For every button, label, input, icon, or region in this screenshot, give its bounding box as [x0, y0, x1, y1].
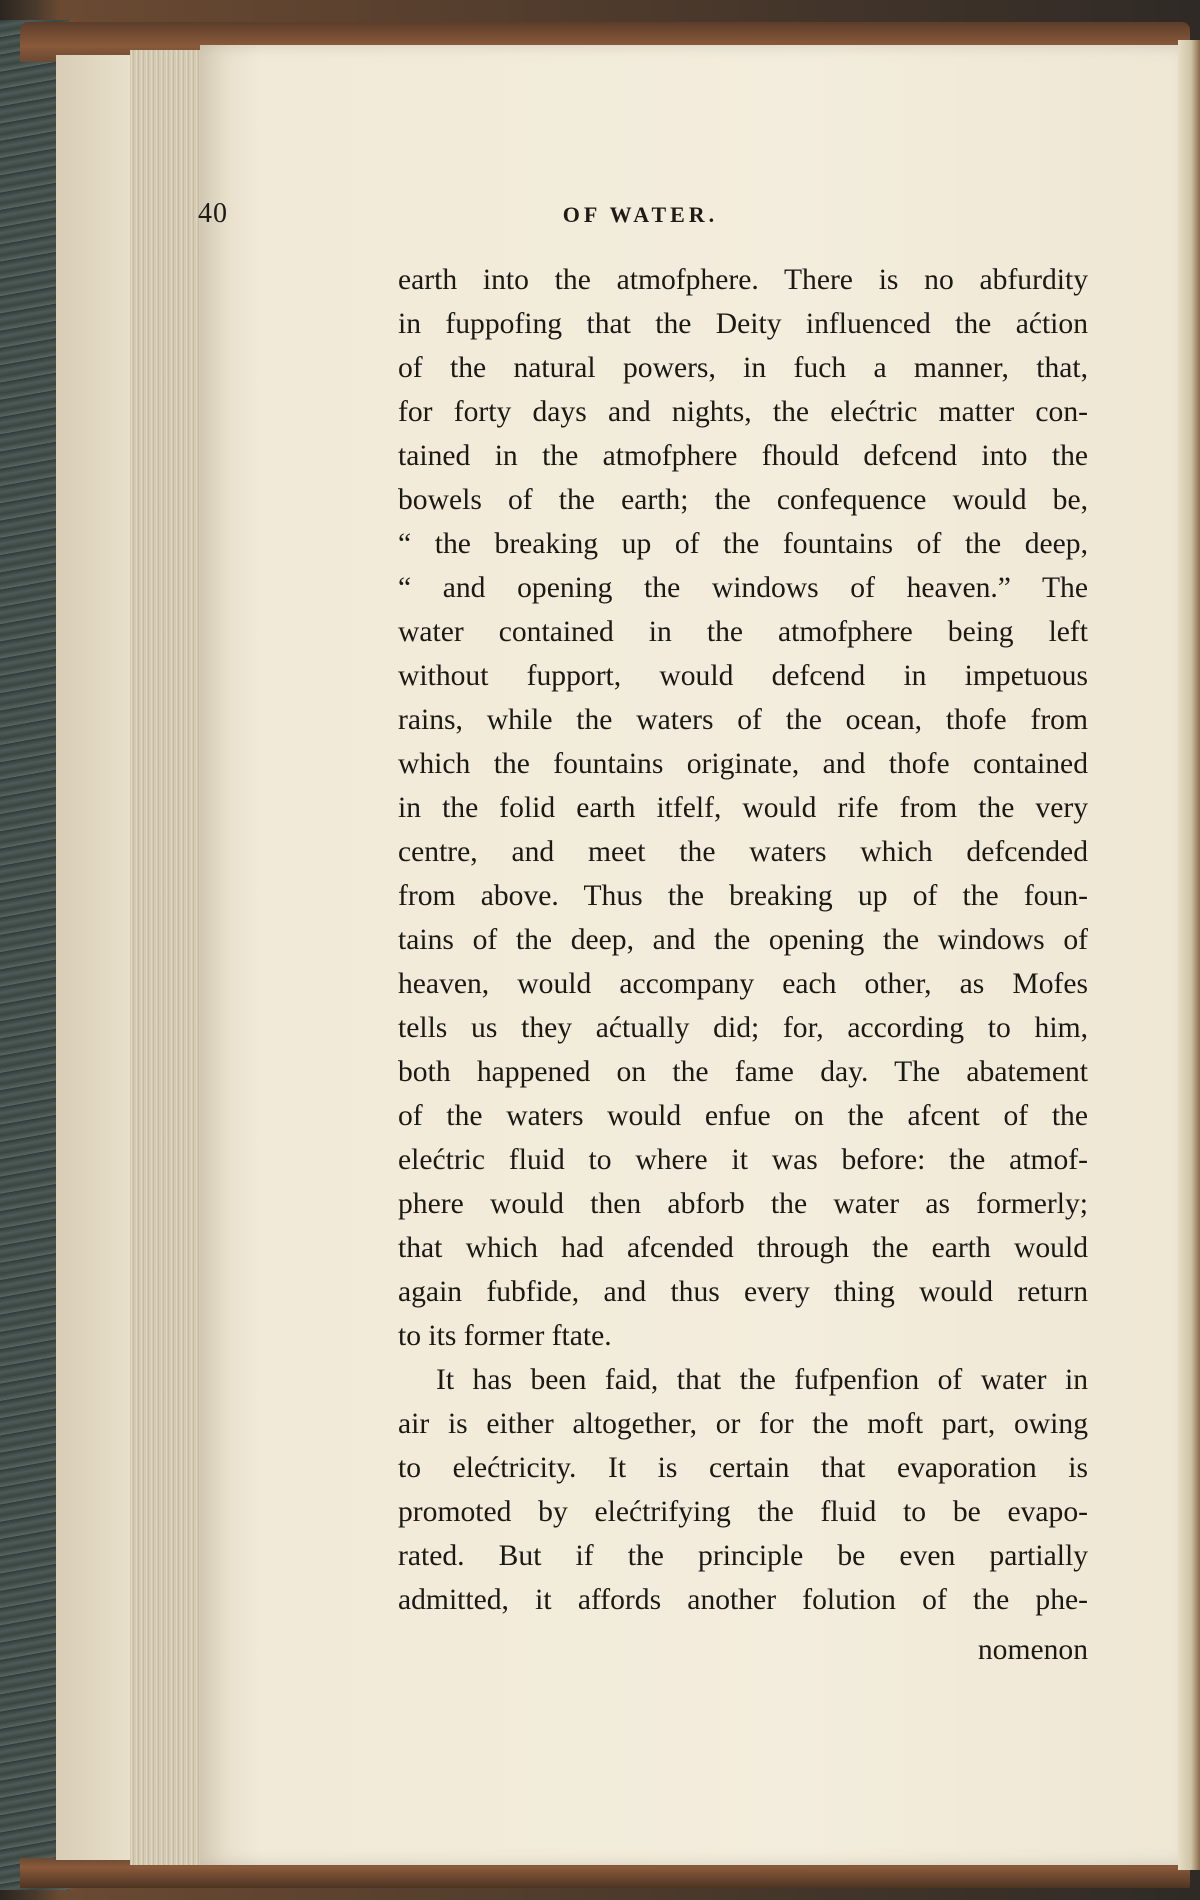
text-line: without fupport, would defcend in impetuous [398, 660, 1088, 692]
text-line: which the fountains originate, and thofe contained [398, 748, 1088, 780]
text-line: from above. Thus the breaking up of the foun- [398, 880, 1088, 912]
text-line: rated. But if the principle be even partially [398, 1540, 1088, 1572]
text-line: water contained in the atmofphere being left [398, 616, 1088, 648]
text-line: tains of the deep, and the opening the windows of [398, 924, 1088, 956]
running-head: OF WATER. [562, 202, 719, 227]
text-line: centre, and meet the waters which defcended [398, 836, 1088, 868]
text-line: “ the breaking up of the fountains of the deep, [398, 528, 1088, 560]
text-line: tained in the atmofphere fhould defcend into the [398, 440, 1088, 472]
text-line: tells us they aćtually did; for, according to him, [398, 1012, 1088, 1044]
catchword: nomenon [977, 1634, 1088, 1666]
page-number: 40 [198, 198, 228, 229]
text-line: that which had afcended through the earth would [398, 1232, 1088, 1264]
text-line: air is either altogether, or for the moft part, owing [398, 1408, 1088, 1440]
page-block-edges [130, 50, 200, 1865]
text-line-paragraph-end: to its former ftate. [398, 1320, 612, 1352]
text-line: again fubfide, and thus every thing would return [398, 1276, 1088, 1308]
text-line: to elećtricity. It is certain that evaporation is [398, 1452, 1088, 1484]
text-line: bowels of the earth; the confequence would be, [398, 484, 1088, 516]
text-line: for forty days and nights, the elećtric matter con- [398, 396, 1088, 428]
body-text [398, 258, 1088, 1622]
text-line: rains, while the waters of the ocean, thofe from [398, 704, 1088, 736]
text-line: phere would then abforb the water as formerly; [398, 1188, 1088, 1220]
text-line: promoted by elećtrifying the fluid to be evapo- [398, 1496, 1088, 1528]
text-line: elećtric fluid to where it was before: the atmof- [398, 1144, 1088, 1176]
page-header [198, 198, 1083, 238]
text-line: both happened on the fame day. The abatement [398, 1056, 1088, 1088]
page-right-edge [1178, 40, 1200, 1870]
text-line: in fuppofing that the Deity influenced the aćtion [398, 308, 1088, 340]
text-line: admitted, it affords another folution of the phe- [398, 1584, 1088, 1616]
text-line: of the natural powers, in fuch a manner, that, [398, 352, 1088, 384]
text-line-paragraph-start: It has been faid, that the fufpenfion of water in [436, 1364, 1088, 1396]
text-line: in the folid earth itfelf, would rife from the very [398, 792, 1088, 824]
text-line: heaven, would accompany each other, as Mofes [398, 968, 1088, 1000]
facing-page-edge [56, 55, 136, 1860]
text-line: “ and opening the windows of heaven.” The [398, 572, 1088, 604]
text-line: of the waters would enfue on the afcent of the [398, 1100, 1088, 1132]
text-line: earth into the atmofphere. There is no abfurdity [398, 264, 1088, 296]
